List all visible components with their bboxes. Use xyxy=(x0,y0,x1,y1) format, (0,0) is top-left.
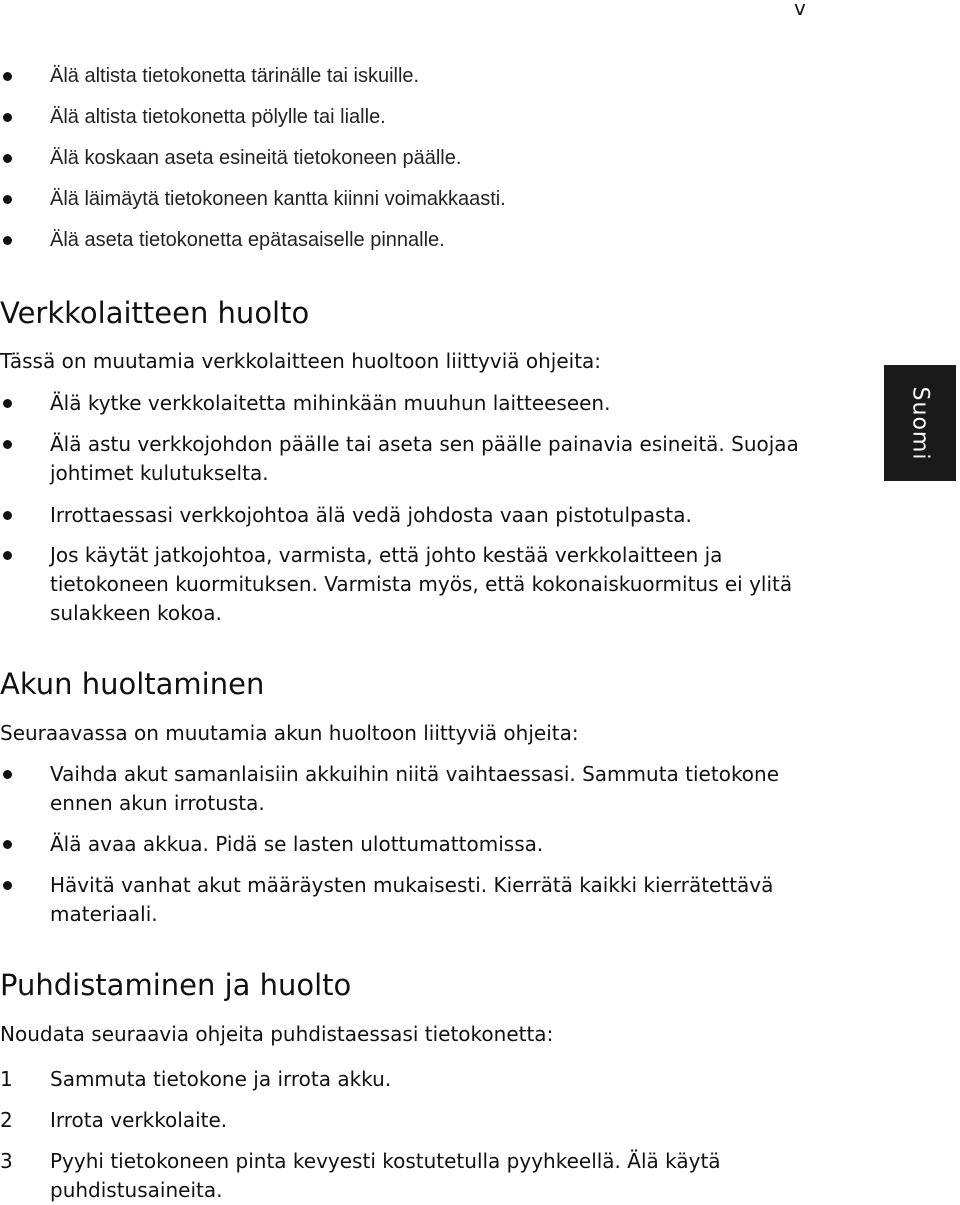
battery-intro-block xyxy=(0,720,870,746)
bullet-icon xyxy=(3,236,12,245)
network-intro-block xyxy=(0,348,870,374)
section-heading: Puhdistaminen ja huolto xyxy=(0,968,352,1002)
bullet-icon xyxy=(3,840,12,849)
bullet-icon xyxy=(3,399,12,408)
step-number: 2 xyxy=(0,1108,13,1132)
section-intro: Tässä on muutamia verkkolaitteen huoltoon liittyviä ohjeita: xyxy=(0,349,602,373)
bullet-icon xyxy=(3,72,12,81)
list-item: Älä kytke verkkolaitetta mihinkään muuhun laitteeseen. xyxy=(0,389,820,430)
numbered-step: 2 Irrota verkkolaite. xyxy=(0,1106,790,1147)
bullet-icon xyxy=(3,551,12,560)
list-item: Vaihda akut samanlaisiin akkuihin niitä vaihtaessasi. Sammuta tietokone ennen akun irrotusta. xyxy=(0,760,790,830)
list-item: Älä koskaan aseta esineitä tietokoneen päälle. xyxy=(0,144,870,185)
list-item: Älä läimäytä tietokoneen kantta kiinni voimakkaasti. xyxy=(0,185,870,226)
list-item: Irrottaessasi verkkojohtoa älä vedä johdosta vaan pistotulpasta. xyxy=(0,501,820,541)
network-section xyxy=(0,296,870,330)
top-bullet-list xyxy=(0,62,870,267)
bullet-icon xyxy=(3,511,12,520)
battery-bullet-list xyxy=(0,760,790,929)
bullet-icon xyxy=(3,440,12,449)
step-number: 1 xyxy=(0,1067,13,1091)
section-heading: Akun huoltaminen xyxy=(0,667,265,701)
list-item: Älä astu verkkojohdon päälle tai aseta sen päälle painavia esineitä. Suojaa johtimet kulutukselta. xyxy=(0,430,820,501)
cleaning-steps-list xyxy=(0,1065,790,1205)
list-item: Älä aseta tietokonetta epätasaiselle pinnalle. xyxy=(0,226,870,267)
network-bullet-list xyxy=(0,389,820,628)
list-item: Älä altista tietokonetta pölylle tai lialle. xyxy=(0,103,870,144)
bullet-icon xyxy=(3,770,12,779)
side-tab-label: Suomi xyxy=(907,386,933,460)
language-side-tab xyxy=(884,365,956,481)
bullet-icon xyxy=(3,881,12,890)
cleaning-section xyxy=(0,968,870,1002)
list-item: Hävitä vanhat akut määräysten mukaisesti. Kierrätä kaikki kierrätettävä materiaali. xyxy=(0,871,790,929)
numbered-step: 3 Pyyhi tietokoneen pinta kevyesti kostutetulla pyyhkeellä. Älä käytä puhdistusaineita. xyxy=(0,1149,721,1202)
section-heading: Verkkolaitteen huolto xyxy=(0,296,310,330)
list-item: Älä altista tietokonetta tärinälle tai iskuille. xyxy=(0,62,870,103)
bullet-icon xyxy=(3,195,12,204)
cleaning-intro-block xyxy=(0,1021,870,1047)
list-item: Jos käytät jatkojohtoa, varmista, että johto kestää verkkolaitteen ja tietokoneen kuormituksen. Varmista myös, että kokonaiskuormitus ei ylitä sulakkeen kokoa. xyxy=(0,541,820,628)
bullet-icon xyxy=(3,113,12,122)
section-intro: Noudata seuraavia ohjeita puhdistaessasi tietokonetta: xyxy=(0,1022,554,1046)
bullet-icon xyxy=(3,154,12,163)
list-item: Älä avaa akkua. Pidä se lasten ulottumattomissa. xyxy=(0,830,790,871)
step-number: 3 xyxy=(0,1149,13,1173)
numbered-step: 1 Sammuta tietokone ja irrota akku. xyxy=(0,1065,790,1106)
battery-section xyxy=(0,667,870,701)
page-number: v xyxy=(794,0,806,20)
section-intro: Seuraavassa on muutamia akun huoltoon liittyviä ohjeita: xyxy=(0,721,579,745)
